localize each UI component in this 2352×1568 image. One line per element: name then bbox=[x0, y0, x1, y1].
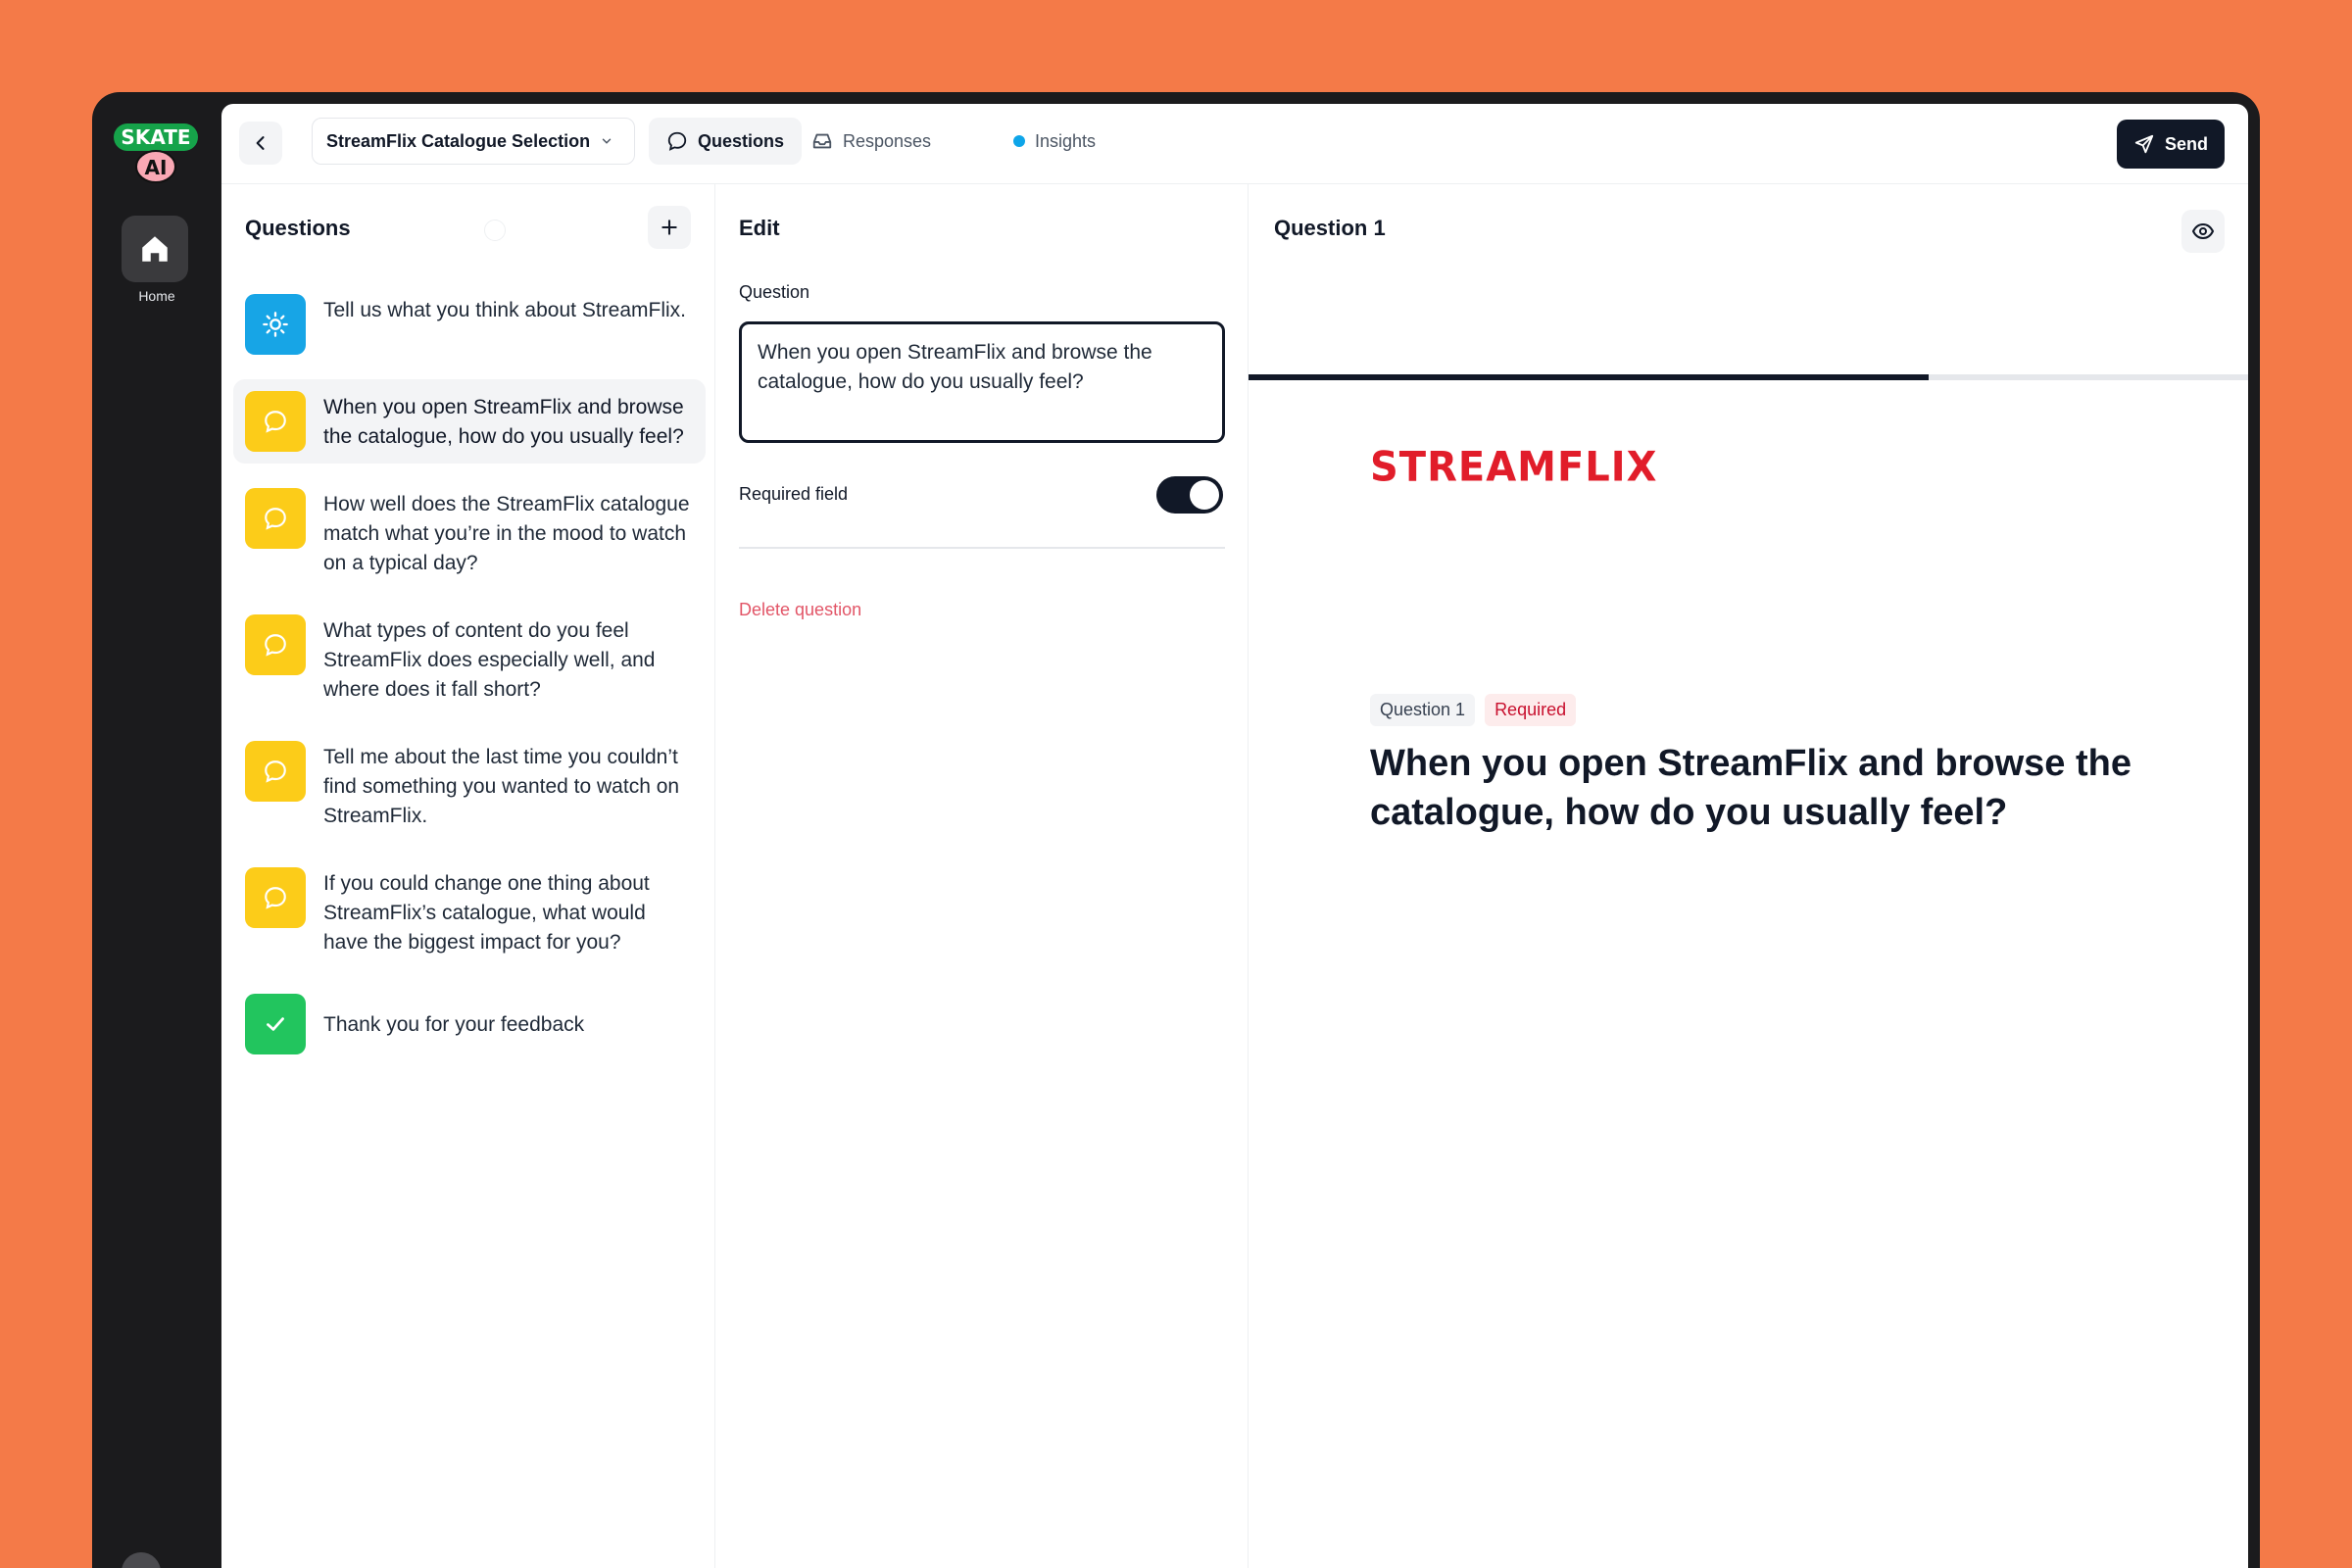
sun-icon bbox=[245, 294, 306, 355]
question-item-2[interactable]: How well does the StreamFlix catalogue match what you’re in the mood to watch on a typical day? bbox=[233, 476, 706, 590]
back-button[interactable] bbox=[239, 122, 282, 165]
home-button[interactable] bbox=[122, 216, 188, 282]
question-item-intro[interactable]: Tell us what you think about StreamFlix. bbox=[233, 282, 706, 367]
chevron-left-icon bbox=[251, 133, 270, 153]
question-item-thanks[interactable]: Thank you for your feedback bbox=[233, 982, 706, 1066]
paper-plane-icon bbox=[2133, 133, 2155, 155]
speech-bubble-icon bbox=[245, 614, 306, 675]
check-icon bbox=[245, 994, 306, 1054]
left-rail bbox=[92, 92, 221, 1568]
main-app bbox=[221, 104, 2248, 1568]
toggle-knob bbox=[1190, 480, 1219, 510]
send-button[interactable]: Send bbox=[2117, 120, 2225, 169]
inbox-icon bbox=[811, 130, 833, 152]
divider bbox=[739, 547, 1225, 549]
speech-bubble-icon bbox=[245, 391, 306, 452]
svg-text:AI: AI bbox=[144, 156, 168, 179]
required-toggle[interactable] bbox=[1156, 476, 1223, 514]
edit-panel bbox=[715, 184, 1249, 1568]
tab-insights[interactable]: Insights bbox=[996, 118, 1113, 165]
skate-ai-logo[interactable] bbox=[112, 118, 200, 186]
progress-bar bbox=[1249, 374, 2248, 380]
home-icon bbox=[138, 232, 172, 266]
preview-title: Question 1 bbox=[1274, 216, 1386, 240]
question-item-3[interactable]: What types of content do you feel StreamFlix does especially well, and where does it fall short? bbox=[233, 603, 706, 716]
home-label: Home bbox=[138, 288, 175, 304]
question-list bbox=[233, 282, 706, 1079]
eye-icon bbox=[2191, 220, 2215, 243]
questions-title: Questions bbox=[245, 216, 351, 240]
question-number-badge: Question 1 bbox=[1370, 694, 1475, 726]
add-question-button[interactable] bbox=[648, 206, 691, 249]
question-item-4[interactable]: Tell me about the last time you couldn’t find something you wanted to watch on StreamFlix. bbox=[233, 729, 706, 843]
progress-fill bbox=[1249, 374, 1929, 380]
svg-text:SKATE: SKATE bbox=[121, 125, 191, 149]
info-icon bbox=[484, 220, 506, 241]
insights-status-dot bbox=[1013, 135, 1025, 147]
speech-bubble-icon bbox=[666, 130, 688, 152]
speech-bubble-icon bbox=[245, 741, 306, 802]
chevron-down-icon bbox=[600, 134, 613, 148]
preview-question-text: When you open StreamFlix and browse the catalogue, how do you usually feel? bbox=[1370, 743, 2132, 833]
questions-panel bbox=[221, 184, 715, 1568]
speech-bubble-icon bbox=[245, 488, 306, 549]
speech-bubble-icon bbox=[245, 867, 306, 928]
streamflix-logo: STREAMFLIX bbox=[1370, 443, 1658, 492]
user-avatar[interactable] bbox=[122, 1552, 161, 1568]
question-item-1[interactable]: When you open StreamFlix and browse the catalogue, how do you usually feel? bbox=[233, 379, 706, 464]
required-field-label: Required field bbox=[739, 484, 849, 504]
tab-questions[interactable]: Questions bbox=[649, 118, 802, 165]
preview-panel bbox=[1249, 184, 2248, 1568]
tab-responses[interactable]: Responses bbox=[794, 118, 949, 165]
top-bar bbox=[221, 104, 2248, 184]
delete-question-button[interactable]: Delete question bbox=[739, 600, 862, 619]
edit-title: Edit bbox=[739, 216, 780, 240]
plus-icon bbox=[660, 218, 679, 237]
badge-row bbox=[1370, 694, 1576, 726]
app-frame bbox=[92, 92, 2260, 1568]
required-badge: Required bbox=[1485, 694, 1576, 726]
question-item-5[interactable]: If you could change one thing about StreamFlix’s catalogue, what would have the biggest impact for you? bbox=[233, 856, 706, 969]
survey-selector[interactable] bbox=[312, 118, 635, 165]
preview-toggle-button[interactable] bbox=[2181, 210, 2225, 253]
survey-name: StreamFlix Catalogue Selection bbox=[326, 130, 591, 151]
question-field-label: Question bbox=[739, 282, 810, 302]
question-textarea[interactable]: When you open StreamFlix and browse the catalogue, how do you usually feel? bbox=[739, 321, 1225, 443]
